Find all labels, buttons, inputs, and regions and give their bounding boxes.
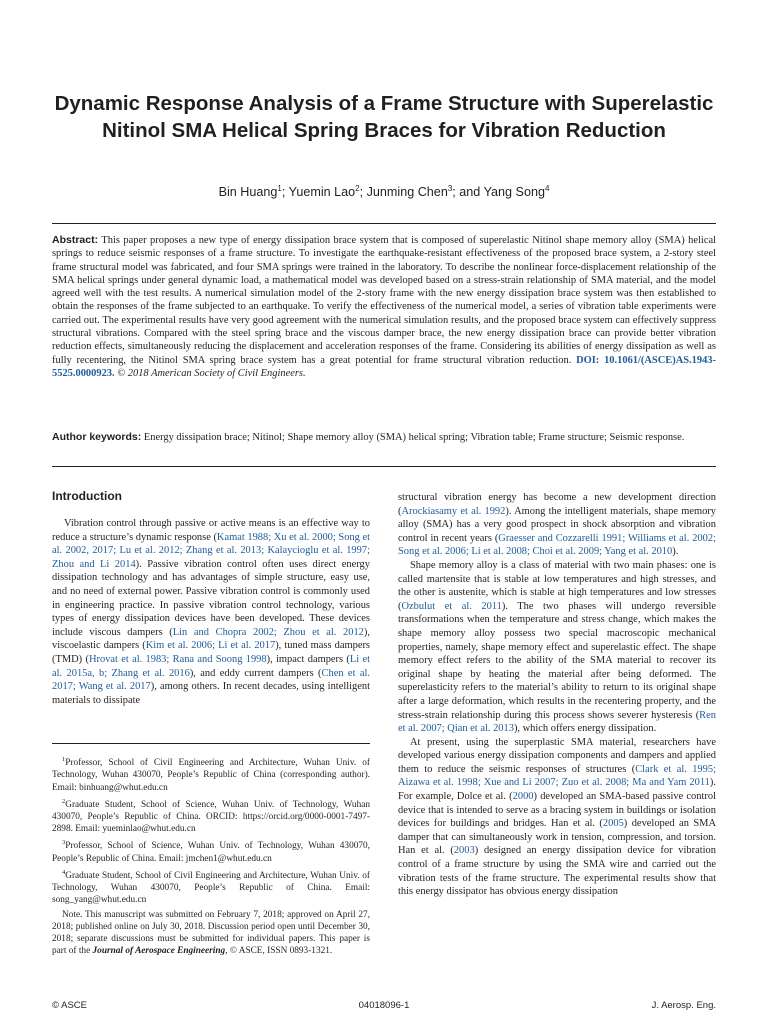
citation-link[interactable]: Li et al. 2015a, b; Zhang et al. 2016 xyxy=(52,653,371,679)
note-tail: , © ASCE, ISSN 0893-1321. xyxy=(225,946,333,957)
body-text: ). Among the intelligent materials, shape memory alloy (SMA) has a very good prospect in shock absorption and vibration control in recent years ( xyxy=(398,505,716,544)
author-affiliation-mark: 4 xyxy=(544,184,550,193)
doi-link[interactable]: 10.1061/(ASCE)AS.1943-5525.0000923. xyxy=(52,354,716,379)
author-separator: ; and xyxy=(452,185,484,200)
footnote-mark: 1 xyxy=(62,756,66,763)
body-text: ) designed an energy dissipation device for vibration control of a frame structure by using the SMA wire and carried out the vibration tests of the frame structure. The experimental results show that this energy dissipator has obvious energy dissipation xyxy=(398,845,716,898)
footnote-mark: 4 xyxy=(62,868,66,876)
body-text: structural vibration energy has become a new development direction ( xyxy=(398,492,716,517)
abstract-text: This paper proposes a new type of energy dissipation brace system that is composed of superelastic Nitinol shape memory alloy (SMA) helical springs to reduce seismic responses of a frame structure. To investigate the earthquake-resistant effectiveness of the proposed brace system, a 2-story steel frame structural model was fabricated, and four SMA springs were trained in the laboratory. To describe the nonlinear force-displacement relationship of the SMA helical springs under general dynamic load, a mathematical model was developed based on a stress-strain relationship of SMA material, and the model agreed well with the test results. A numerical simulation model of the 2-story frame with the new energy dissipation brace system was then established to obtain the responses of the frame subjected to an earthquake. To verify the effectiveness of the numerical model, a series of vibration table experiments were carried out. The experimental results have very good agreement with the numerical simulation results, and the proposed brace system can effectively suppress structural vibrations. Compared with the steel spring brace and the viscous damper brace, the new energy dissipation brace can provide better vibration reduction effects, simultaneously reducing the displacement and acceleration responses of the frame. Considering its abilities of energy dissipation as well as fully recentering, the Nitinol SMA spring brace system has a great potential for frame structural vibration reduction. xyxy=(52,235,716,366)
author-name: Bin Huang xyxy=(218,185,278,200)
abstract-label: Abstract: xyxy=(52,234,99,246)
body-text: ), and eddy current dampers ( xyxy=(189,667,322,679)
citation-link[interactable]: Graesser and Cozzarelli 1991; Williams et al. 2002; Song et al. 2006; Li et al. 2008; Choi et al. 2009; Yang et al. 2010 xyxy=(398,532,716,558)
paragraph xyxy=(398,736,716,899)
citation-link[interactable]: Kim et al. 2006; Li et al. 2017 xyxy=(145,640,276,652)
body-text: Vibration control through passive or active means is an effective way to reduce a structure’s dynamic response ( xyxy=(52,518,370,543)
citation-link[interactable]: Kamat 1988; Xu et al. 2000; Song et al. 2002, 2017; Lu et al. 2012; Zhang et al. 2013; Kalaycioglu et al. 1997; Zhou and Li 2014 xyxy=(52,531,371,570)
body-text: ), impact dampers ( xyxy=(266,653,350,665)
author-name: Yang Song xyxy=(483,185,545,200)
citation-link[interactable]: Lin and Chopra 2002; Zhou et al. 2012 xyxy=(172,626,364,638)
body-text: ). For example, Dolce et al. ( xyxy=(398,777,716,803)
keywords-label: Author keywords: xyxy=(52,431,142,443)
submission-note xyxy=(52,909,370,958)
footnotes xyxy=(52,754,370,959)
footnote xyxy=(52,796,370,836)
author-separator: ; xyxy=(359,185,367,200)
footnote-mark: 3 xyxy=(62,839,66,847)
author-affiliation-mark: 2 xyxy=(355,184,360,193)
author-keywords xyxy=(52,431,716,444)
body-text: Shape memory alloy is a class of material with two main phases: one is called martensite that is stable at low temperatures and high stresses, and the other is austenite, which is stable at high temperatures and low stresses ( xyxy=(398,559,716,612)
citation-link[interactable]: Hrovat et al. 1983; Rana and Soong 1998 xyxy=(88,653,267,665)
footnote-rule xyxy=(52,743,370,744)
author-list xyxy=(40,184,728,199)
body-text: ), viscoelastic dampers ( xyxy=(52,626,370,652)
footnote xyxy=(52,754,370,794)
author-affiliation-mark: 3 xyxy=(447,184,453,193)
footnote xyxy=(52,867,370,907)
paragraph xyxy=(398,491,716,559)
citation-link[interactable]: 2005 xyxy=(602,818,624,830)
paper-title: Dynamic Response Analysis of a Frame Structure with Superelastic Nitinol SMA Helical Spring Braces for Vibration Reduction xyxy=(54,92,714,142)
section-heading-introduction: Introduction xyxy=(52,489,122,503)
footnote-text: Graduate Student, School of Science, Wuhan Univ. of Technology, Wuhan 430070, People’s Republic of China. ORCID: https://orcid.org/0000-0001-7497-2898. Email: yueminlao@whut.edu.cn xyxy=(52,799,370,835)
body-text: ) developed an SMA-based passive control device that is intended to serve as a bracing system in buildings or isolation devices for buildings and bridges. Han et al. ( xyxy=(398,791,716,830)
copyright-notice: © 2018 American Society of Civil Engineers. xyxy=(117,367,306,379)
journal-name: Journal of Aerospace Engineering xyxy=(92,946,226,957)
citation-link[interactable]: Arockiasamy et al. 1992 xyxy=(401,505,506,517)
page-footer xyxy=(52,1000,716,1014)
body-text: ), among others. In recent decades, using intelligent materials to dissipate xyxy=(52,681,370,706)
abstract xyxy=(52,234,716,380)
footnote-text: Professor, School of Civil Engineering and Architecture, Wuhan Univ. of Technology, Wuhan 430070, People’s Republic of China (corresponding author). Email: binhuang@whut.edu.cn xyxy=(52,758,370,793)
citation-link[interactable]: 2000 xyxy=(512,791,534,803)
paragraph xyxy=(398,559,716,736)
body-text: ) developed an SMA damper that can simultaneously work in tension, compression, and torsion. Han et al. ( xyxy=(398,818,716,857)
intro-paragraph xyxy=(52,517,370,707)
author-name: Junming Chen xyxy=(366,185,448,200)
citation-link[interactable]: Ozbulut et al. 2011 xyxy=(401,600,502,612)
citation-link[interactable]: Ren et al. 2007; Qian et al. 2013 xyxy=(398,709,716,735)
keywords-text: Energy dissipation brace; Nitinol; Shape memory alloy (SMA) helical spring; Vibration table; Frame structure; Seismic response. xyxy=(141,432,685,443)
note-text: Note. This manuscript was submitted on February 7, 2018; approved on April 27, 2018; published online on July 30, 2018. Discussion period open until December 30, 2018; separate discussions must be submitted for individual papers. This paper is part of the xyxy=(52,909,370,957)
footer-journal: J. Aerosp. Eng. xyxy=(651,1000,716,1011)
body-text: ). xyxy=(672,546,679,558)
left-column-text xyxy=(52,517,370,707)
abstract-bottom-rule xyxy=(52,466,716,467)
page-number: 04018096-1 xyxy=(358,1000,410,1011)
abstract-top-rule xyxy=(52,223,716,224)
citation-link[interactable]: Chen et al. 2017; Wang et al. 2017 xyxy=(52,667,370,693)
footnote-mark: 2 xyxy=(62,797,66,805)
doi-label: DOI: xyxy=(576,354,600,366)
author-name: Yuemin Lao xyxy=(288,185,356,200)
footer-publisher: © ASCE xyxy=(52,1000,87,1011)
right-column-text xyxy=(398,491,716,899)
author-separator: ; xyxy=(281,185,289,200)
body-text: ), tuned mass dampers (TMD) ( xyxy=(52,640,370,665)
body-text: ), which offers energy dissipation. xyxy=(513,723,657,735)
body-text: ). Passive vibration control often uses direct energy dissipation technology and has advantages of simple structure, easy use, and no need of external power. Passive vibration control is commonly used in engineering practice. In passive vibration control technology, various types of energy dissipation devices have been developed. These devices include viscous dampers ( xyxy=(52,558,370,638)
citation-link[interactable]: Clark et al. 1995; Aizawa et al. 1998; Xue and Li 2007; Zuo et al. 2008; Ma and Yam 2011 xyxy=(398,763,716,789)
footnote xyxy=(52,837,370,865)
citation-link[interactable]: 2003 xyxy=(453,845,475,857)
footnote-text: Professor, School of Science, Wuhan Univ. of Technology, Wuhan 430070, People’s Republic of China. Email: jmchen1@whut.edu.cn xyxy=(52,841,370,864)
body-text: ). The two phases will undergo reversible transformations when the temperature and stress change, which makes the shape memory alloy possess two special macroscopic mechanical properties, namely, shape memory effect and superelastic effect. The shape memory effect refers to the ability of the SMA material to recover its original shape by heating the material after being deformed. The superelasticity refers to the material’s ability to return to its original shape after a large deformation, which results in the recentering property, and the stress-strain relationship during this process shows severer hysteresis ( xyxy=(398,600,716,721)
author-affiliation-mark: 1 xyxy=(277,184,282,193)
body-text: At present, using the superplastic SMA material, researchers have developed various energy dissipation components and dampers and applied them to reduce the seismic responses of structures ( xyxy=(398,736,716,775)
footnote-text: Graduate Student, School of Civil Engineering and Architecture, Wuhan Univ. of Technology, Wuhan 430070, People’s Republic of China. Email: song_yang@whut.edu.cn xyxy=(52,871,370,906)
